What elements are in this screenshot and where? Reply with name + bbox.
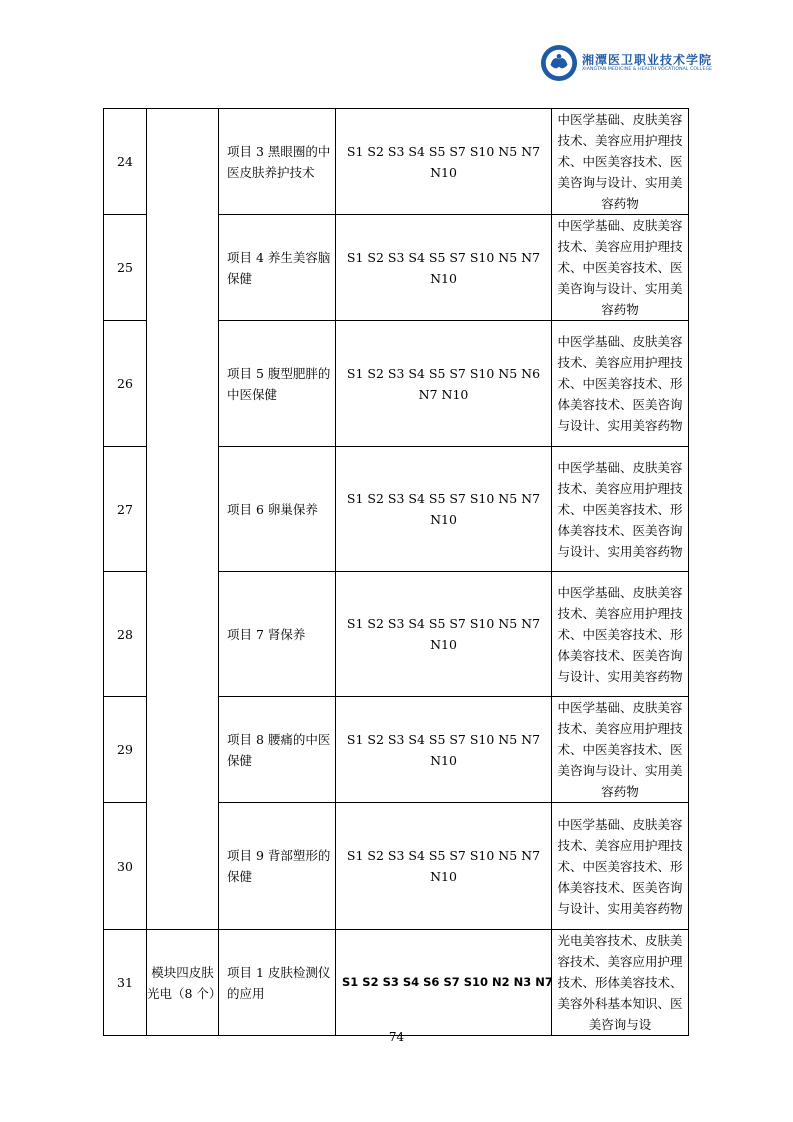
college-logo [540, 44, 712, 82]
project-name: 项目 1 皮肤检测仪的应用 [219, 930, 336, 1036]
competency-codes: S1 S2 S3 S4 S5 S7 S10 N5 N7 N10 [336, 572, 552, 697]
related-courses: 中医学基础、皮肤美容技术、美容应用护理技术、中医美容技术、医美咨询与设计、实用美容药物 [552, 109, 689, 215]
project-name: 项目 3 黑眼圈的中医皮肤养护技术 [219, 109, 336, 215]
curriculum-table [103, 108, 689, 1036]
competency-codes: S1 S2 S3 S4 S5 S7 S10 N5 N7 N10 [336, 697, 552, 803]
project-name: 项目 4 养生美容脑保健 [219, 215, 336, 321]
college-name-english: XIANGTAN MEDICINE & HEALTH VOCATIONAL COLLEGE [582, 67, 713, 72]
project-name: 项目 6 卵巢保养 [219, 447, 336, 572]
row-number: 31 [104, 930, 147, 1036]
table-row [104, 109, 689, 215]
related-courses: 中医学基础、皮肤美容技术、美容应用护理技术、中医美容技术、形体美容技术、医美咨询与设计、实用美容药物 [552, 447, 689, 572]
row-number: 29 [104, 697, 147, 803]
project-name: 项目 9 背部塑形的保健 [219, 803, 336, 930]
competency-codes: S1 S2 S3 S4 S6 S7 S10 N2 N3 N7 [336, 930, 552, 1036]
related-courses: 中医学基础、皮肤美容技术、美容应用护理技术、中医美容技术、形体美容技术、医美咨询与设计、实用美容药物 [552, 321, 689, 447]
row-number: 24 [104, 109, 147, 215]
competency-codes: S1 S2 S3 S4 S5 S7 S10 N5 N7 N10 [336, 109, 552, 215]
competency-codes: S1 S2 S3 S4 S5 S7 S10 N5 N7 N10 [336, 803, 552, 930]
table-row [104, 930, 689, 1036]
page-number: 74 [388, 1030, 405, 1044]
row-number: 26 [104, 321, 147, 447]
related-courses: 中医学基础、皮肤美容技术、美容应用护理技术、中医美容技术、形体美容技术、医美咨询与设计、实用美容药物 [552, 803, 689, 930]
college-name: 湘潭医卫职业技术学院 [582, 53, 713, 67]
related-courses: 中医学基础、皮肤美容技术、美容应用护理技术、中医美容技术、医美咨询与设计、实用美容药物 [552, 697, 689, 803]
row-number: 28 [104, 572, 147, 697]
project-name: 项目 8 腰痛的中医保健 [219, 697, 336, 803]
module-name: 模块四皮肤光电（8 个） [147, 930, 219, 1036]
related-courses: 中医学基础、皮肤美容技术、美容应用护理技术、中医美容技术、形体美容技术、医美咨询与设计、实用美容药物 [552, 572, 689, 697]
row-number: 27 [104, 447, 147, 572]
project-name: 项目 5 腹型肥胖的中医保健 [219, 321, 336, 447]
competency-codes: S1 S2 S3 S4 S5 S7 S10 N5 N7 N10 [336, 447, 552, 572]
row-number: 25 [104, 215, 147, 321]
related-courses: 光电美容技术、皮肤美容技术、美容应用护理技术、形体美容技术、美容外科基本知识、医美咨询与设 [552, 930, 689, 1036]
related-courses: 中医学基础、皮肤美容技术、美容应用护理技术、中医美容技术、医美咨询与设计、实用美容药物 [552, 215, 689, 321]
row-number: 30 [104, 803, 147, 930]
competency-codes: S1 S2 S3 S4 S5 S7 S10 N5 N7 N10 [336, 215, 552, 321]
project-name: 项目 7 肾保养 [219, 572, 336, 697]
module-cell-empty [147, 109, 219, 930]
competency-codes: S1 S2 S3 S4 S5 S7 S10 N5 N6 N7 N10 [336, 321, 552, 447]
college-emblem-icon [540, 44, 578, 82]
